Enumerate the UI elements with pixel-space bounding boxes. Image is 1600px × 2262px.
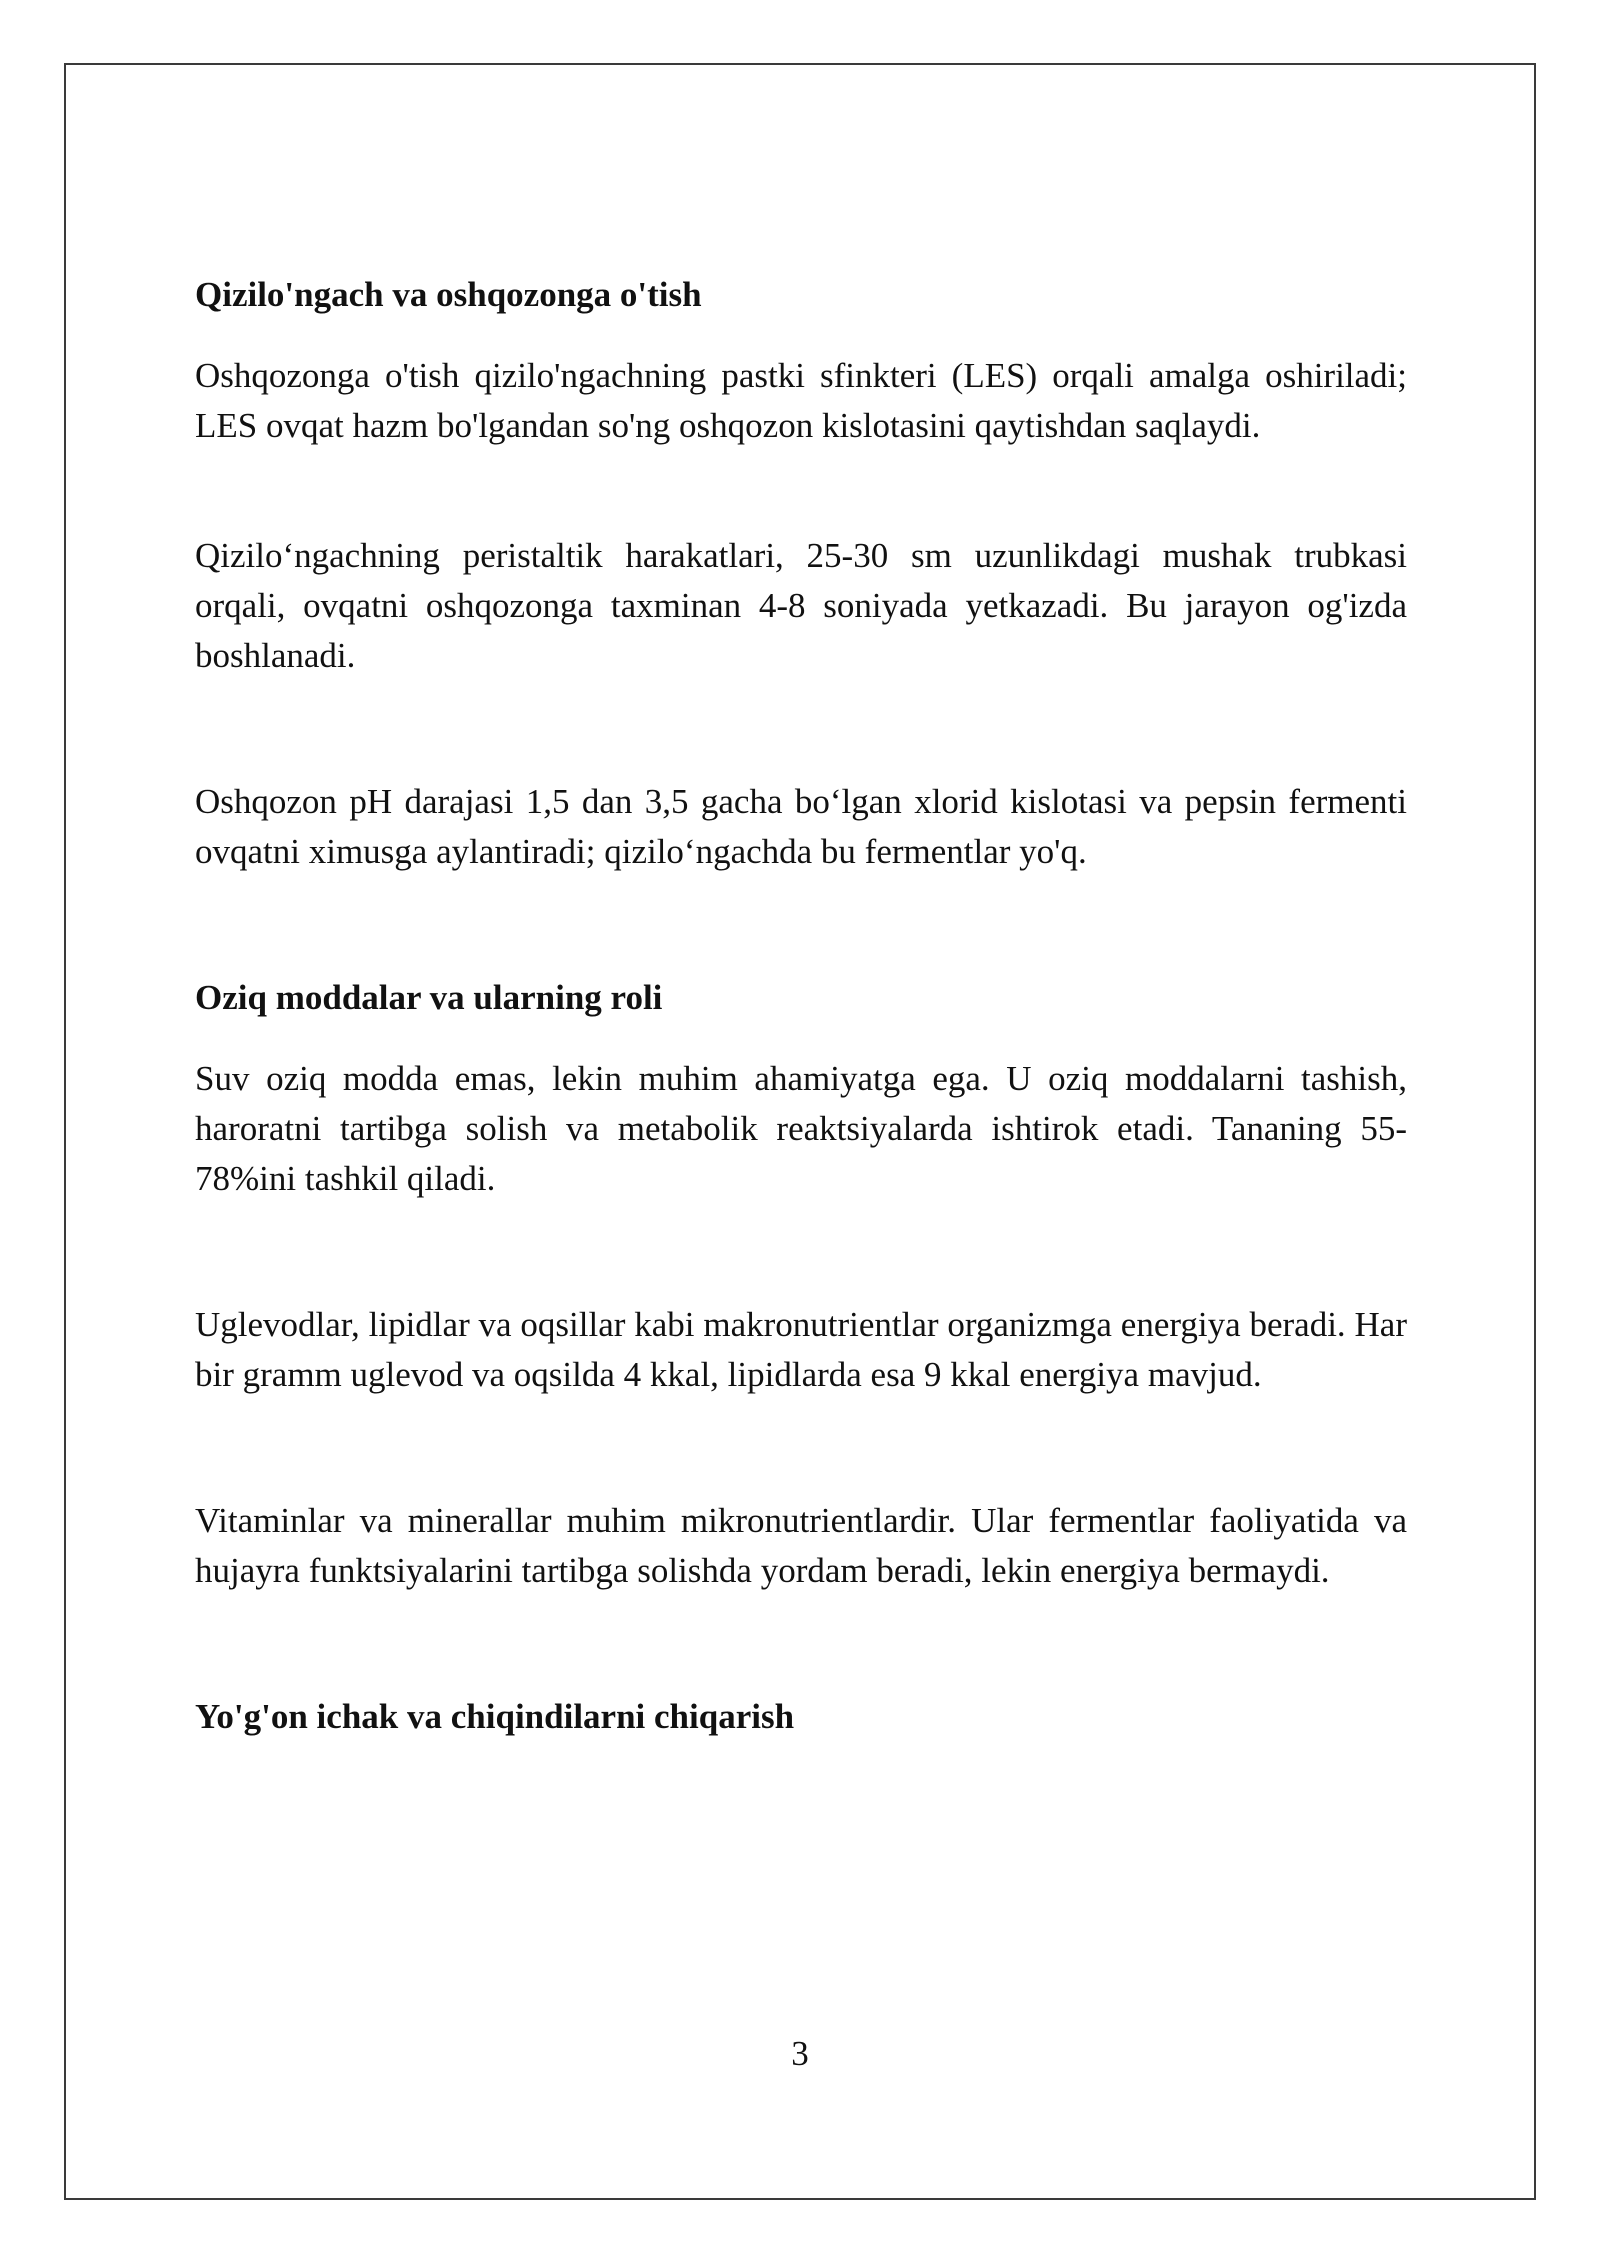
paragraph-stomach-ph: Oshqozon pH darajasi 1,5 dan 3,5 gacha bo‘lgan xlorid kislotasi va pepsin fermenti ovqatni ximusga aylantiradi; qizilo‘ngachda bu fermentlar yo'q. [195, 782, 1407, 871]
section-heading-large-intestine: Yo'g'on ichak va chiqindilarni chiqarish [195, 1697, 795, 1736]
page-number: 3 [791, 2034, 809, 2073]
section-heading-esophagus: Qizilo'ngach va oshqozonga o'tish [195, 275, 702, 314]
paragraph-les: Oshqozonga o'tish qizilo'ngachning pastki sfinkteri (LES) orqali amalga oshiriladi; LES ovqat hazm bo'lgandan so'ng oshqozon kislotasini qaytishdan saqlaydi. [195, 356, 1407, 445]
paragraph-peristalsis: Qizilo‘ngachning peristaltik harakatlari, 25-30 sm uzunlikdagi mushak trubkasi orqali, ovqatni oshqozonga taxminan 4-8 soniyada yetkazadi. Bu jarayon og'izda boshlanadi. [195, 536, 1407, 675]
paragraph-micronutrients: Vitaminlar va minerallar muhim mikronutrientlardir. Ular fermentlar faoliyatida va hujayra funktsiyalarini tartibga solishda yordam beradi, lekin energiya bermaydi. [195, 1501, 1407, 1590]
paragraph-water: Suv oziq modda emas, lekin muhim ahamiyatga ega. U oziq moddalarni tashish, haroratni tartibga solish va metabolik reaktsiyalarda ishtirok etadi. Tananing 55-78%ini tashkil qiladi. [195, 1059, 1407, 1198]
section-heading-nutrients: Oziq moddalar va ularning roli [195, 978, 663, 1017]
paragraph-macronutrients: Uglevodlar, lipidlar va oqsillar kabi makronutrientlar organizmga energiya beradi. Har bir gramm uglevod va oqsilda 4 kkal, lipidlarda esa 9 kkal energiya mavjud. [195, 1305, 1407, 1394]
page-content [195, 270, 1407, 1742]
